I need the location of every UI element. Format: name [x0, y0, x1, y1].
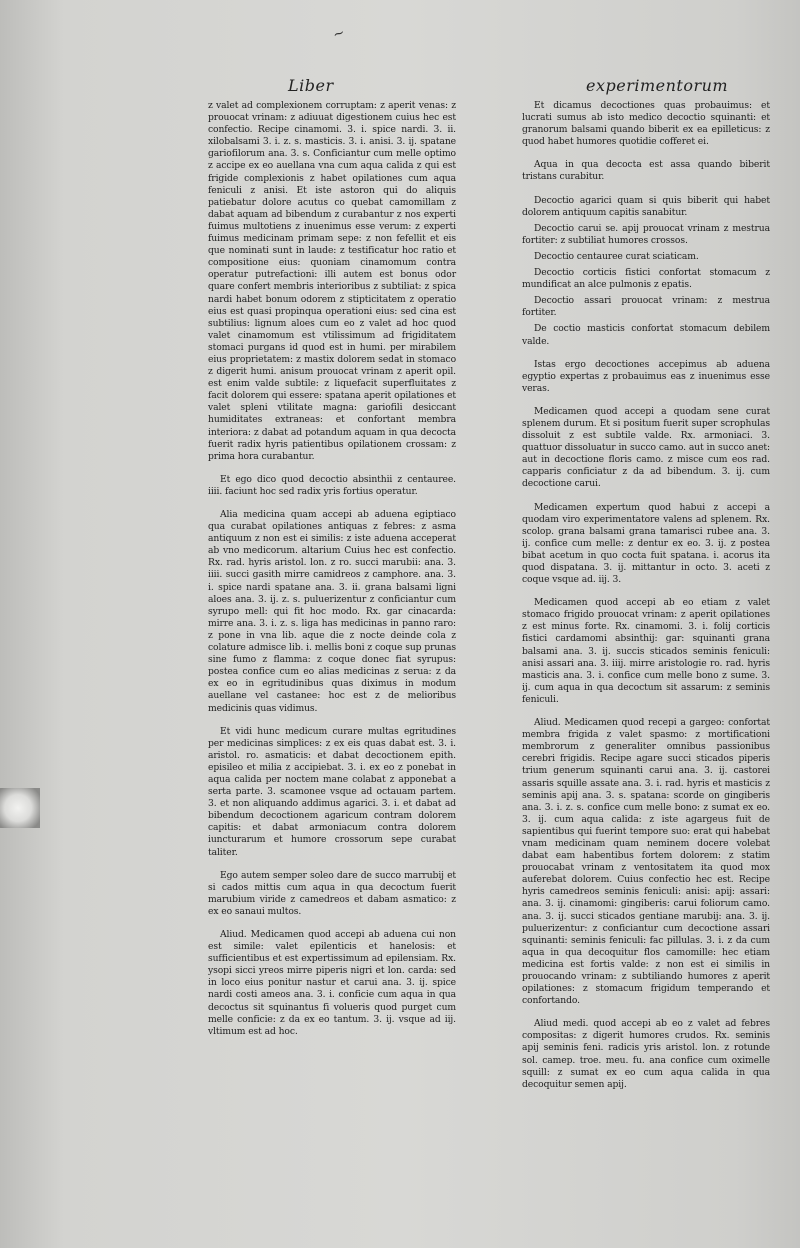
paragraph: Et ego dico quod decoctio absinthii z centauree. iiii. faciunt hoc sed radix yris fortius operatur. — [208, 473, 456, 497]
paragraph: Medicamen quod accepi a quodam sene curat splenem durum. Et si positum fuerit super scrophulas dissoluit z est subtile valde. Rx. armoniaci. 3. quattuor dissoluatur in succo camo. aut in succo anet: aut in decoctione floris camo. z misce cum eos rad. capparis conficiatur z da ad bibendum. 3. ij. cum decoctione carui. — [522, 405, 770, 490]
left-text-column — [208, 100, 456, 1049]
paragraph: Decoctio agarici quam si quis biberit qui habet dolorem antiquum capitis sanabitur. — [522, 194, 770, 218]
paragraph: Aliud. Medicamen quod accepi ab aduena cui non est simile: valet epilenticis et hanelosis: et sufficientibus et est expertissimum ad epilensiam. Rx. ysopi sicci yreos mirre piperis nigri et lon. carda: sed in loco eius ponitur nastur et carui ana. 3. ij. spice nardi costi ameos ana. 3. i. conficie cum aqua in qua decoctus sit squinantus fi volueris quod purget cum melle conficie: z da ex eo tantum. 3. ij. vsque ad iij. vltimum est ad hoc. — [208, 929, 456, 1037]
paragraph: Et dicamus decoctiones quas probauimus: et lucrati sumus ab isto medico decoctio squinanti: et granorum balsami quando biberit ex ea epilleticus: z quod habet humores quotidie cofferet ei. — [522, 100, 770, 148]
running-header-right: experimentorum — [586, 76, 729, 95]
right-text-column — [522, 100, 770, 1102]
page-stain — [0, 788, 40, 828]
paragraph: z valet ad complexionem corruptam: z aperit venas: z prouocat vrinam: z adiuuat digestionem cuius hec est confectio. Recipe cinamomi. 3. i. spice nardi. 3. ii. xilobalsami 3. i. z. s. masticis. 3. i. anisi. 3. ij. spatane gariofilorum ana. 3. s. Conficiantur cum melle optimo z accipe ex eo auellana vna cum aqua calida z qui est frigide complexionis z habet opilationes cum aqua feniculi z anisi. Et iste astoron qui do aliquis patiebatur dolore acutus co quebat camomillam z dabat aquam ad bibendum z curabantur z nos experti fuimus multotiens z inuenimus esse verum: z experti fuimus medicinam primam sepe: z non fefellit et eis que nominati sunt in laude: z testificatur hoc ratio et compositione eius: quoniam cinamomum contra operatur putrefactioni: illi autem est bonus odor quare confert membris interioribus z subtiliat: z spica nardi habet bonum odorem z stipticitatem z operatio eius est quasi propinqua operationi eius: sed cina est subtilius: lignum aloes cum eo z valet ad hoc quod valet cinamomum est vtilissimum ad frigiditatem stomaci purgans id quod est in humi. per mirabilem eius proprietatem: z mastix dolorem sedat in stomaco z digerit humi. anisum prouocat vrinam z aperit opil. est enim valde subtile: z liquefacit superfluitates z facit dolorem qui essere: spatana aperit opilationes et valet spleni vtilitate magna: gariofili desiccant humiditates extraneas: et confortant membra interiora: z dabat ad potandum aquam in qua decocta fuerit radix hyris patientibus opilationem crossam: z prima hora curabantur. — [208, 100, 456, 462]
paragraph: Medicamen expertum quod habui z accepi a quodam viro experimentatore valens ad splenem. Rx. scolop. grana balsami grana tamarisci rubee ana. 3. ij. confice cum melle: z dentur ex eo. 3. ij. z postea bibat acetum in quo cocta fuit spatana. i. acorus ita quod dispatana. 3. ij. mittantur in octo. 3. aceti z coque vsque ad. iij. 3. — [522, 501, 770, 586]
paragraph: Ego autem semper soleo dare de succo marrubij et si cados mittis cum aqua in qua decoctum fuerit marubium viride z camedreos et dabam asmatico: z ex eo sanaui multos. — [208, 869, 456, 917]
paragraph: Istas ergo decoctiones accepimus ab aduena egyptio expertas z probauimus eas z inuenimus esse veras. — [522, 358, 770, 394]
paragraph: Aliud. Medicamen quod recepi a gargeo: confortat membra frigida z valet spasmo: z mortificationi membrorum z generaliter omnibus passionibus cerebri frigidis. Recipe agare succi sticados piperis trium generum squinanti carui ana. 3. ij. castorei assaris squille assate ana. 3. i. rad. hyris et masticis z seminis apij ana. 3. s. spatana: scorde on gingiberis ana. 3. i. z. s. confice cum melle bono: z sumat ex eo. 3. ij. cum aqua calida: z iste agargeus fuit de sapientibus qui fuerint tempore suo: erat qui habebat vnam medicinam quam neminem docere volebat dabat eam habentibus fortem dolorem: z statim prouocabat vrinam z ventositatem ita quod mox auferebat dolorem. Cuius confectio hec est. Recipe hyris camedreos seminis feniculi: anisi: apij: assari: ana. 3. ij. cinamomi: gingiberis: carui foliorum camo. ana. 3. ij. succi sticados gentiane marubij: ana. 3. ij. puluerizentur: z conficiantur cum decoctione assari squinanti: seminis feniculi: fac pillulas. 3. i. z da cum aqua in qua decoquitur flos camomille: hec etiam medicina est fortis valde: z non est ei similis in prouocando vrinam: z subtiliando humores z aperit opilationes: z stomacum frigidum temperando et confortando. — [522, 717, 770, 1007]
paragraph: Aqua in qua decocta est assa quando biberit tristans curabitur. — [522, 159, 770, 183]
running-header-left: Liber — [288, 76, 334, 95]
paragraph: Medicamen quod accepi ab eo etiam z valet stomaco frigido prouocat vrinam: z aperit opilationes z est minus forte. Rx. cinamomi. 3. i. folij corticis fistici cardamomi absinthij: gar: squinanti grana balsami ana. 3. ij. succis sticados seminis feniculi: anisi assari ana. 3. iiij. mirre aristologie ro. rad. hyris masticis ana. 3. i. confice cum melle bono z sume. 3. ij. cum aqua in qua decoctum sit assarum: z seminis feniculi. — [522, 597, 770, 705]
paragraph: Decoctio assari prouocat vrinam: z mestrua fortiter. — [522, 295, 770, 319]
paragraph: Et vidi hunc medicum curare multas egritudines per medicinas simplices: z ex eis quas dabat est. 3. i. aristol. ro. asmaticis: et dabat decoctionem epith. episileo et milia z accipiebat. 3. i. ex eo z ponebat in aqua calida per noctem mane colabat z apponebat a serta parte. 3. scamonee vsque ad octauam partem. 3. et non aliquando addimus agarici. 3. i. et dabat ad bibendum decoctionem agaricum contram dolorem capitis: et dabat armoniacum contra dolorem iuncturarum et humore crossorum sepe curabat taliter. — [208, 725, 456, 858]
paragraph: Decoctio carui se. apij prouocat vrinam z mestrua fortiter: z subtiliat humores crossos. — [522, 222, 770, 246]
paragraph: Decoctio corticis fistici confortat stomacum z mundificat an alce pulmonis z epatis. — [522, 267, 770, 291]
paragraph: Aliud medi. quod accepi ab eo z valet ad febres compositas: z digerit humores crudos. Rx. seminis apij seminis feni. radicis yris aristol. lon. z rotunde sol. camep. troe. meu. fu. ana confice cum oximelle squill: z sumat ex eo cum aqua calida in qua decoquitur semen apij. — [522, 1018, 770, 1090]
paragraph: Alia medicina quam accepi ab aduena egiptiaco qua curabat opilationes antiquas z febres: z asma antiquum z non est ei similis: z iste aduena acceperat ab vno medicorum. altarium Cuius hec est confectio. Rx. rad. hyris aristol. lon. z ro. succi marubii: ana. 3. iiii. succi gasith mirre camidreos z camphore. ana. 3. i. spice nardi spatane ana. 3. ii. grana balsami ligni aloes ana. 3. ij. z. s. puluerizentur z conficiantur cum syrupo mell: qui fit hoc modo. Rx. gar cinacarda: mirre ana. 3. i. z. s. liga has medicinas in panno raro: z pone in vna lib. aque die z nocte deinde cola z colature admisce lib. i. mellis boni z coque sup prunas sine fumo z flamma: z coque donec fiat syrupus: postea confice cum eo alias medicinas z serua: z da ex eo in egritudinibus quas diximus in modum auellane vel castanee: hoc est z de melioribus medicinis quas vidimus. — [208, 509, 456, 714]
ink-mark: ~ — [330, 24, 348, 44]
paragraph: Decoctio centauree curat sciaticam. — [534, 250, 699, 262]
paragraph: De coctio masticis confortat stomacum debilem valde. — [522, 323, 770, 347]
